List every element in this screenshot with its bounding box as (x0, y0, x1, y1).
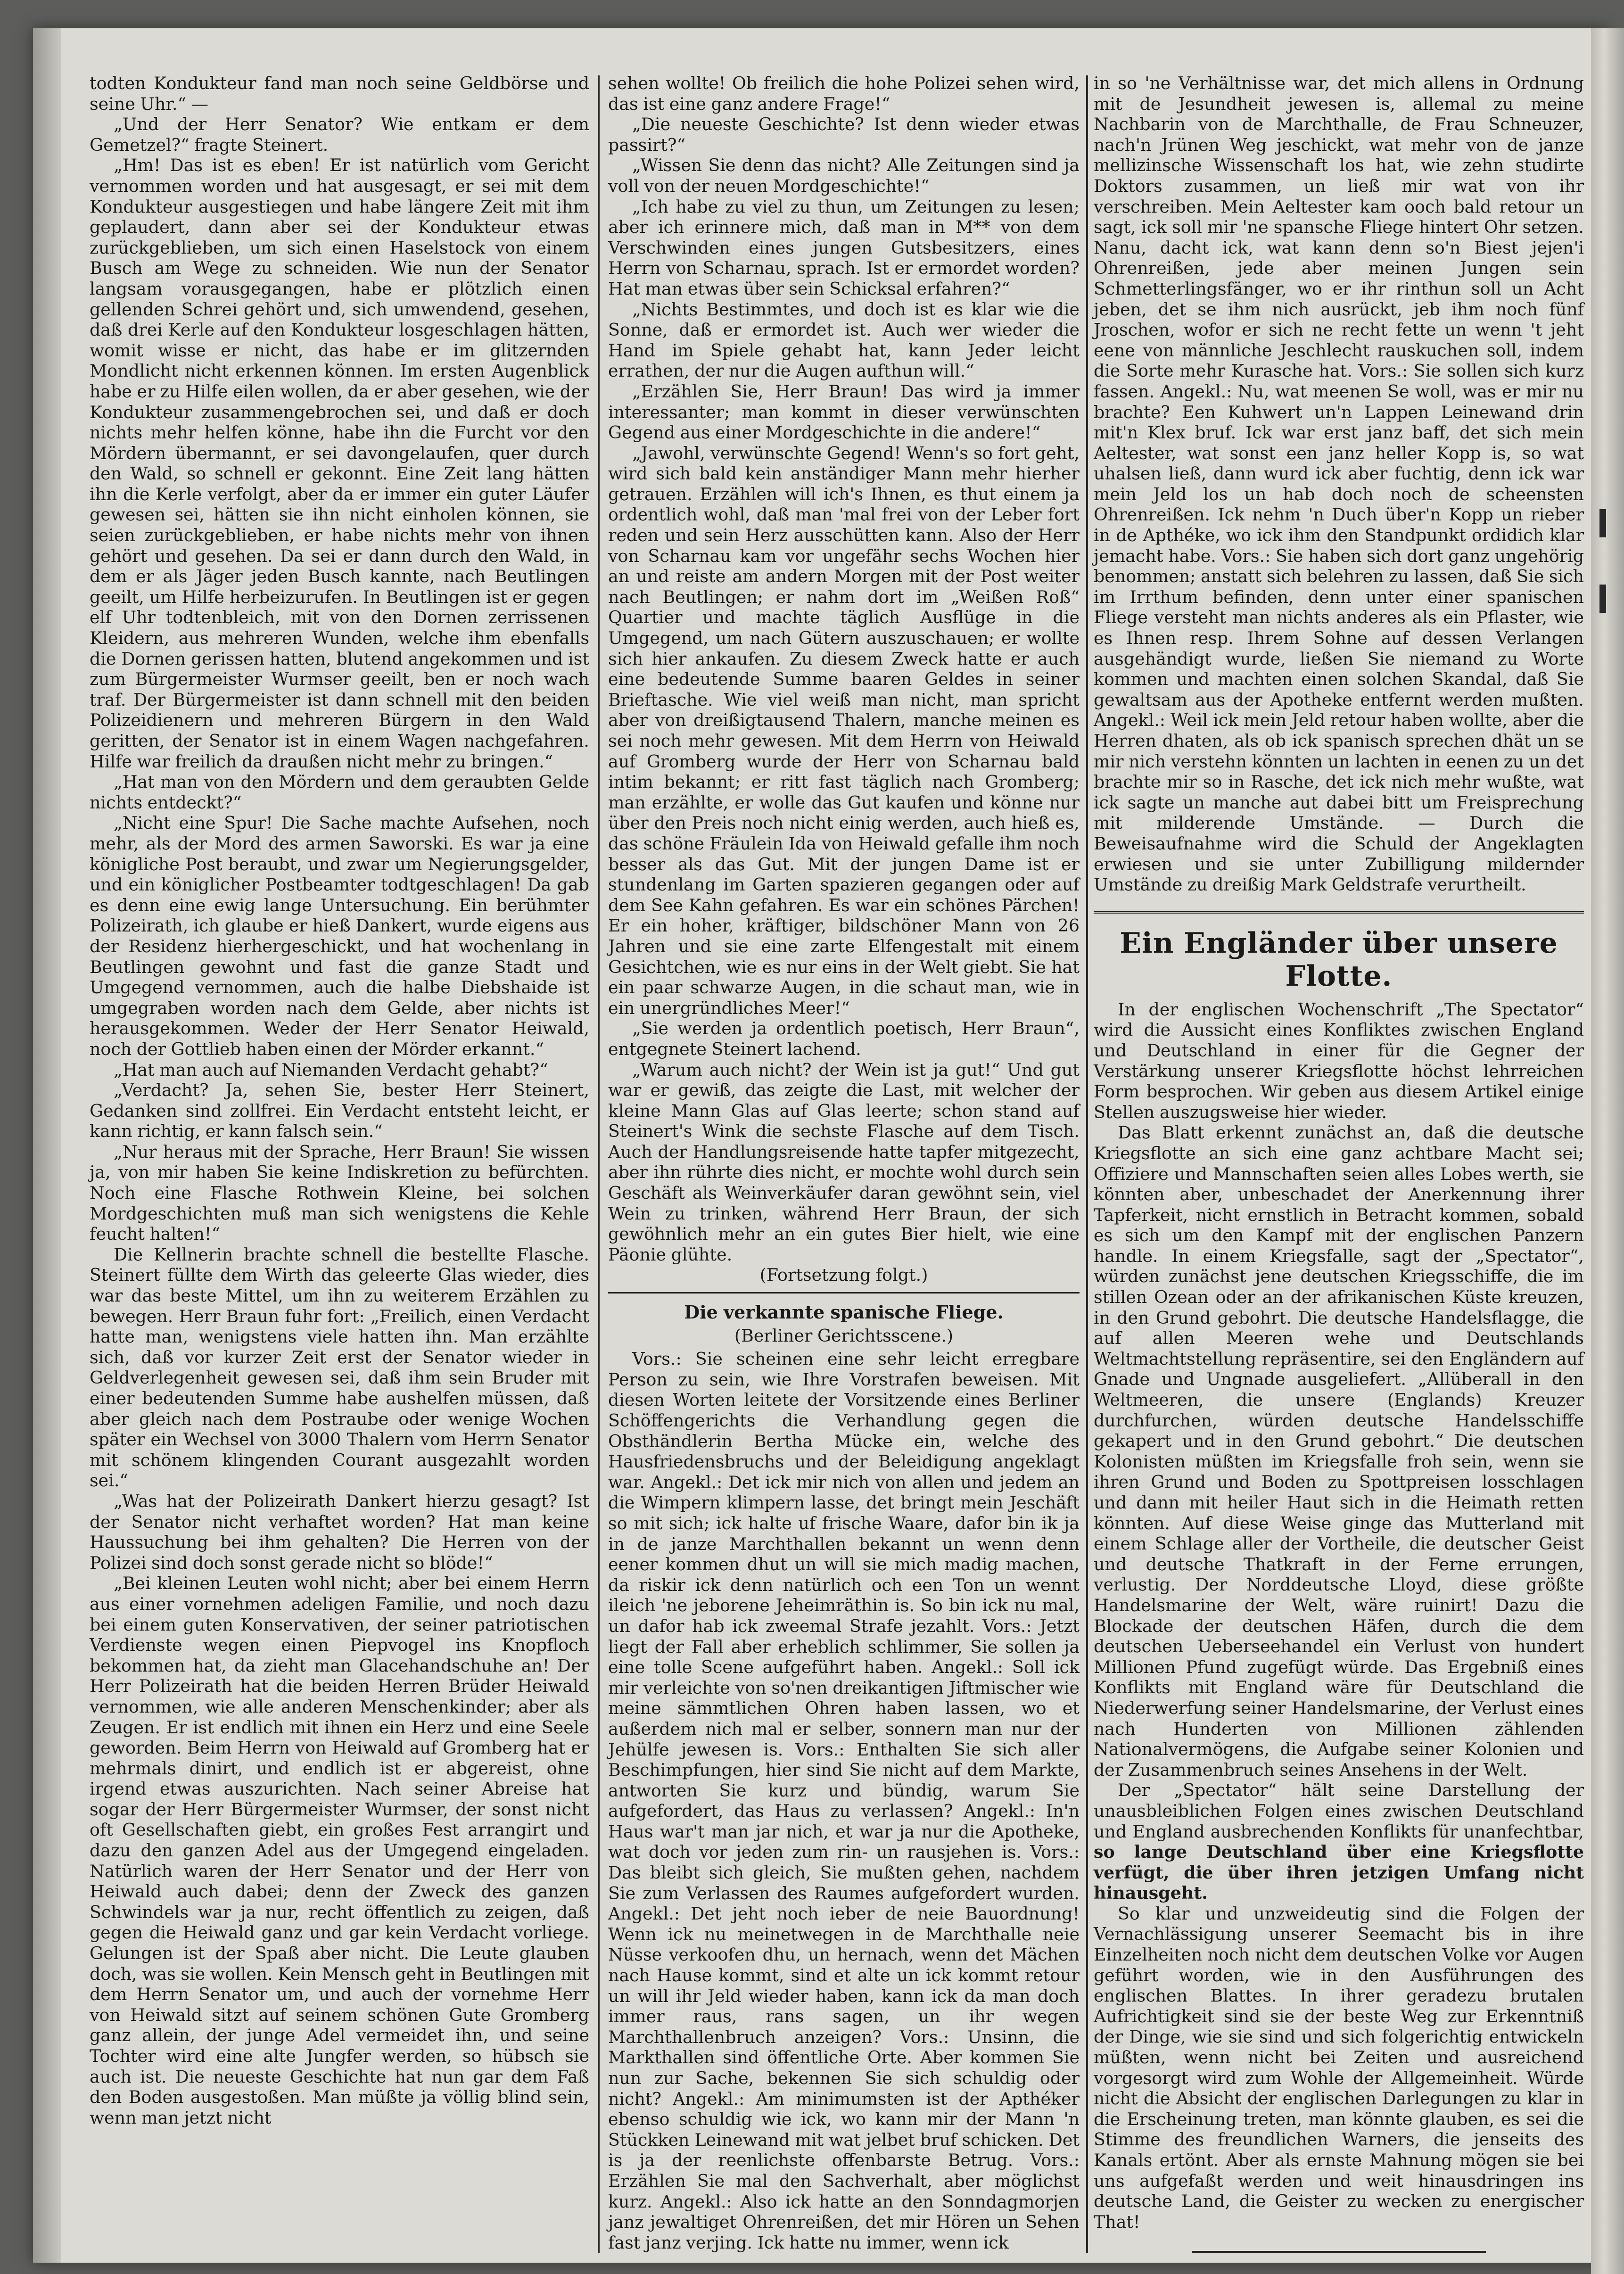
article-title-spanish-fly: Die verkannte spanische Fliege. (684, 1302, 1004, 1323)
c2-article-paragraph: Vors.: Sie scheinen eine sehr leicht erregbare Person zu sein, wie Ihre Vorstrafen beweisen. Mit diesen Worten leitete der Vorsitzende eines Berliner Schöffengerichts die Verhandlung gegen die Obsthändlerin Bertha Mücke ein, welche des Hausfriedensbruchs und der Beleidigung angeklagt war. Angekl.: Det ick mir nich von allen und jedem an die Wimpern klimpern lasse, det bringt mein Jeschäft so mit sich; ick halte uf frische Waare, dafor bin ik ja in de janze Marchthallen bekannt un wenn denn eener kommen dhut un will sie mich madig machen, da riskir ick denn natürlich och een Ton un wennt ileich 'ne jeborene Jeheimräthin is. So bin ick nu mal, un dafor hab ick zweemal Strafe jezahlt. Vors.: Jetzt liegt der Fall aber erheblich schlimmer, Sie sollen ja eine tolle Scene aufgeführt haben. Angekl.: Soll ick mir verleichte von so'nen dreikantigen Jiftmischer wie meine sämmtlichen Ohren haben lassen, wo et außerdem nich mal er selber, sonnern man nur der Jehülfe jewesen is. Vors.: Enthalten Sie sich aller Beschimpfungen, hier sind Sie nicht auf dem Markte, antworten Sie kurz und bündig, warum Sie aufgefordert, das Haus zu verlassen? Angekl.: In'n Haus war't man jar nich, et war ja nur die Apotheke, wat doch vor jeden zum rin- un rausjehen is. Vors.: Das bleibt sich gleich, Sie mußten gehen, nachdem Sie zum Verlassen des Raumes aufgefordert wurden. Angekl.: Det jeht noch ieber de neie Bauordnung! Wenn ick nu meinetwegen in de Marchthalle neie Nüsse verkoofen dhu, un hernach, wenn det Mächen nach Hause kommt, sind et alte un ick kommt retour un will ihr Jeld wieder haben, kann ick da man doch immer raus, rans sagen, un ihr wegen Marchthallenbruch anzeigen? Vors.: Unsinn, die Markthallen sind öffentliche Orte. Aber kommen Sie nun zur Sache, bekennen Sie sich schuldig oder nicht? Angekl.: Am minimumsten ist der Apthéker ebenso schuldig wie ick, wo kann mir der Mann 'n Stückken Leinewand mit wat jelbet bruf schicken. Det is ja der reenlichste offenbarste Betrug. Vors.: Erzählen Sie mal den Sachverhalt, aber möglichst kurz. Angekl.: Also ick hatte an den Sonndagmorjen janz jewaltiget Ohrenreißen, det mir Hören un Sehen fast janz verjing. Ick hatte nu immer, wenn ick (608, 1349, 1080, 2253)
c1-paragraph: „Bei kleinen Leuten wohl nicht; aber bei einem Herrn aus einer vornehmen adeligen Familie, und noch dazu bei einem guten Konservativen, der seiner patriotischen Verdienste wegen einen Piepvogel ins Knopfloch bekommen hat, da zieht man Glacehandschuhe an! Der Herr Polizeirath hat die beiden Herren Brüder Heiwald vernommen, wie alle anderen Menschenkinder; aber als Zeugen. Er ist endlich mit ihnen ein Herz und eine Seele geworden. Beim Herrn von Heiwald auf Gromberg hat er mehrmals dinirt, und endlich ist er abgereist, ohne irgend etwas auszurichten. Nach seiner Abreise hat sogar der Herr Bürgermeister Wurmser, der sonst nicht oft Gesellschaften giebt, ein großes Fest arrangirt und dazu den ganzen Adel aus der Umgegend eingeladen. Natürlich waren der Herr Senator und der Herr von Heiwald auch dabei; denn der Zweck des ganzen Schwindels war ja nur, recht öffentlich zu zeigen, daß gegen die Heiwald ganz und gar kein Verdacht vorliege. Gelungen ist der Spaß aber nicht. Die Leute glauben doch, was sie wollen. Kein Mensch geht in Beutlingen mit dem Herrn Senator um, und auch der vornehme Herr von Heiwald sitzt auf seinem schönen Gute Gromberg ganz allein, der junge Adel vermeidet ihn, und seine Tochter wird eine alte Jungfer werden, so hübsch sie auch ist. Die neueste Geschichte hat nun gar dem Faß den Boden ausgestoßen. Man müßte ja völlig blind sein, wenn man jetzt nicht (90, 1573, 589, 2128)
c3-paragraph: in so 'ne Verhältnisse war, det mich allens in Ordnung mit de Jesundheit jewesen is, allemal zu meine Nachbarin von de Marchthalle, de Frau Schneuzer, nach'n Jrünen Weg jeschickt, wat mehr von de janze mellizinsche Wissenschaft los hat, wie zehn studirte Doktors zusammen, un ließ mir wat von ihr verschreiben. Mein Aeltester kam ooch bald retour un sagt, ick soll mir 'ne spansche Fliege hintert Ohr setzen. Nanu, dacht ick, wat kann denn so'n Biest jejen'i Ohrenreißen, jede aber meinen Jungen sein Schmetterlingsfänger, wo er ihr rinthun soll un Acht jeben, det se ihm nich ausrückt, jeb ihm noch fünf Jroschen, wofor er sich ne recht fette un wenn 't jeht eene von männliche Jeschlecht rauskuchen soll, indem die Sorte mehr Kurasche hat. Vors.: Sie sollen sich kurz fassen. Angekl.: Nu, wat meenen Se woll, was er mir nu brachte? Een Kuhwert un'n Lappen Leinewand drin mit'n Klex bruf. Ick war erst janz baff, det sich mein Aeltester, wat sonst een janz heller Kopp is, so wat uhalsen ließ, dann wurd ick aber fuchtig, denn ick war mein Jeld los un hab doch noch de scheensten Ohrenreißen. Ick nehm 'n Duch über'n Kopp un rieber in de Apthéke, wo ick ihm den Standpunkt ordidich klar jemacht habe. Vors.: Sie haben sich dort ganz ungehörig benommen; anstatt sich belehren zu lassen, daß Sie sich im Irrthum befinden, denn unter einer spanischen Fliege versteht man nichts anderes als ein Pflaster, wie es Ihnen resp. Ihrem Sohne auf dessen Verlangen ausgehändigt wurde, ließen Sie niemand zu Worte kommen und machten einen solchen Skandal, daß Sie gewaltsam aus der Apotheke entfernt werden mußten. Angekl.: Weil ick mein Jeld retour haben wollte, aber die Herren dhaten, als ob ick spanisch sprechen dhät un se mir nich verstehn könnten un lachten in eenen zu un det brachte mir so in Rasche, det ick nich mehr wußte, wat ick sagte un manche aut dabei bitt um Freisprechung mit milderende Umstände. — Durch die Beweisaufnahme wird die Schuld der Angeklagten erwiesen und sie unter Zubilligung mildernder Umstände zu dreißig Mark Geldstrafe verurtheilt. (1094, 73, 1584, 895)
c1-paragraph: „Was hat der Polizeirath Dankert hierzu gesagt? Ist der Senator nicht verhaftet worden? Hat man keine Haussuchung bei ihm gehalten? Die Herren von der Polizei sind doch sonst gerade nicht so blöde!“ (90, 1491, 589, 1573)
c1-paragraph: „Hat man von den Mördern und dem geraubten Gelde nichts entdeckt?“ (90, 772, 589, 813)
c2-paragraph: sehen wollte! Ob freilich die hohe Polizei sehen wird, das ist eine ganz andere Frage!“ (608, 73, 1080, 114)
column-1 (90, 73, 589, 2128)
c2-paragraph: „Ich habe zu viel zu thun, um Zeitungen zu lesen; aber ich erinnere mich, daß man in M** von dem Verschwinden eines jungen Gutsbesitzers, eines Herrn von Scharnau, sprach. Ist er ermordet worden? Hat man etwas über sein Schicksal erfahren?“ (608, 196, 1080, 299)
c1-paragraph: todten Kondukteur fand man noch seine Geldbörse und seine Uhr.“ — (90, 73, 589, 114)
continued-note: (Fortsetzung folgt.) (759, 1265, 928, 1285)
c1-paragraph: „Hm! Das ist es eben! Er ist natürlich vom Gericht vernommen worden und hat ausgesagt, er sei mit dem Kondukteur ausgestiegen und habe längere Zeit mit ihm geplaudert, dann aber sei der Kondukteur etwas zurückgeblieben, um sich einen Haselstock von einem Busch am Wege zu schneiden. Wie nun der Senator langsam vorausgegangen, habe er plötzlich einen gellenden Schrei gehört und, sich umwendend, gesehen, daß drei Kerle auf den Kondukteur losgeschlagen hätten, womit wisse er nicht, das habe er im glitzernden Mondlicht nicht erkennen können. Im ersten Augenblick habe er zu Hilfe eilen wollen, da er aber gesehen, wie der Kondukteur zusammengebrochen sei, und daß er doch nichts mehr helfen könne, habe ihn die Furcht vor den Mördern übermannt, er sei davongelaufen, quer durch den Wald, so schnell er gekonnt. Eine Zeit lang hätten ihn die Kerle verfolgt, aber da er immer ein guter Läufer gewesen sei, hätten sie ihn nicht einholen können, sie seien zurückgeblieben, er habe nichts mehr von ihnen gehört und gesehen. Da sei er dann durch den Wald, in dem er als Jäger jeden Busch kannte, nach Beutlingen geeilt, um Hilfe herbeizurufen. In Beutlingen ist er gegen elf Uhr todtenbleich, mit von den Dornen zerrissenen Kleidern, aus mehreren Wunden, welche ihm ebenfalls die Dornen gerissen hatten, blutend angekommen und ist zum Bürgermeister Wurmser geeilt, ben er noch wach traf. Der Bürgermeister ist dann schnell mit den beiden Polizeidienern und mehreren Bürgern in den Wald geritten, der Senator ist in einem Wagen nachgefahren. Hilfe war freilich da draußen nicht mehr zu bringen.“ (90, 155, 589, 772)
c3-text: Der „Spectator“ hält seine Darstellung der unausbleiblichen Folgen eines zwischen Deutschland und England ausbrechenden Konflikts für unanfechtbar, (1094, 1780, 1584, 1842)
c3-emphasis: so lange Deutschland über eine Kriegsflotte verfügt, die über ihren jetzigen Umfang nicht hinausgeht. (1094, 1842, 1584, 1903)
newspaper-page (33, 28, 1608, 2263)
binding-edge (1591, 28, 1624, 2274)
c3-article-paragraph: Das Blatt erkennt zunächst an, daß die deutsche Kriegsflotte an sich eine ganz achtbare Macht sei; Offiziere und Mannschaften seien alles Lobes werth, sie könnten aber, unbeschadet der Anerkennung ihrer Tapferkeit, nicht ernstlich in Betracht kommen, sobald es sich um den Kampf mit der englischen Panzern handle. In einem Kriegsfalle, sagt der „Spectator“, würden zunächst jene deutschen Kriegsschiffe, die im stillen Ozean oder an der afrikanischen Küste kreuzen, in den Grund gebohrt. Die deutsche Handelsflagge, die auf allen Meeren wehe und Deutschlands Weltmachtstellung repräsentire, sei den Engländern auf Gnade und Ungnade ausgeliefert. „Allüberall in den Weltmeeren, die unsere (Englands) Kreuzer durchfurchen, würden deutsche Handelsschiffe gekapert und in den Grund gebohrt.“ Die deutschen Kolonisten müßten im Kriegsfalle froh sein, wenn sie ihren Grund und Boden zu Spottpreisen losschlagen und dann mit heiler Haut sich in die Heimath retten könnten. Auf diese Weise ginge das Mutterland mit einem Schlage aller der Vortheile, die deutscher Geist und deutsche Thatkraft in der Ferne errungen, verlustig. Der Norddeutsche Lloyd, diese größte Handelsmarine der Welt, wäre ruinirt! Dazu die Blockade der deutschen Häfen, durch die dem deutschen Ueberseehandel ein Verlust von hundert Millionen Pfund zugefügt würde. Das Ergebniß eines Konflikts mit England wäre für Deutschland die Niederwerfung seiner Handelsmarine, der Verlust eines nach Hunderten von Millionen zählenden Nationalvermögens, die Aufgabe seiner Kolonien und der Zusammenbruch seines Ansehens in der Welt. (1094, 1122, 1584, 1780)
c1-paragraph: „Verdacht? Ja, sehen Sie, bester Herr Steinert, Gedanken sind zollfrei. Ein Verdacht entsteht leicht, er kann richtig, er kann falsch sein.“ (90, 1080, 589, 1142)
binding-mark (1599, 585, 1606, 613)
binding-mark (1599, 509, 1606, 537)
c2-paragraph: „Wissen Sie denn das nicht? Alle Zeitungen sind ja voll von der neuen Mordgeschichte!“ (608, 155, 1080, 196)
c2-paragraph: „Die neueste Geschichte? Ist denn wieder etwas passirt?“ (608, 114, 1080, 155)
c2-paragraph: „Warum auch nicht? der Wein ist ja gut!“ Und gut war er gewiß, das zeigte die Last, mit welcher der kleine Mann Glas auf Glas leerte; schon stand auf Steinert's Wink die sechste Flasche auf dem Tisch. Auch der Handlungsreisende hatte tapfer mitgezecht, aber ihn rührte dies nicht, er mochte wohl durch sein Geschäft als Weinverkäufer daran gewöhnt sein, viel Wein zu trinken, während Herr Braun, der sich gewöhnlich mehr an ein gutes Bier hielt, wie eine Päonie glühte. (608, 1059, 1080, 1265)
end-rule (1192, 2251, 1486, 2253)
c3-article-paragraph (1094, 1780, 1584, 1903)
article-title-fleet: Ein Engländer über unsere Flotte. (1120, 926, 1558, 993)
article-subtitle: (Berliner Gerichtsscene.) (734, 1325, 954, 1346)
c2-paragraph: „Erzählen Sie, Herr Braun! Das wird ja immer interessanter; man kommt in dieser verwünschten Gegend aus einer Mordgeschichte in die andere!“ (608, 381, 1080, 443)
article-separator (1094, 911, 1584, 914)
c1-paragraph: „Nur heraus mit der Sprache, Herr Braun! Sie wissen ja, von mir haben Sie keine Indiskretion zu befürchten. Noch eine Flasche Rothwein Kleine, bei solchen Mordgeschichten muß man sich wenigstens die Kehle feucht halten!“ (90, 1141, 589, 1244)
column-2 (608, 73, 1080, 2253)
column-rule-1 (598, 75, 600, 2253)
article-separator (608, 1292, 1080, 1294)
c1-paragraph: „Nicht eine Spur! Die Sache machte Aufsehen, noch mehr, als der Mord des armen Saworski. Es war ja eine königliche Post beraubt, und zwar um Negierungsgelder, und ein königlicher Postbeamter todtgeschlagen! Da gab es denn eine ewig lange Untersuchung. Ein berühmter Polizeirath, ich glaube er hieß Dankert, wurde eigens aus der Residenz hierhergeschickt, und hat wochenlang in Beutlingen gewohnt und fast die ganze Stadt und Umgegend vernommen, auch die halbe Diebshaide ist umgegraben worden nach dem Gelde, aber nichts ist herausgekommen. Weder der Herr Senator Heiwald, noch der Gottlieb haben einen der Mörder erkannt.“ (90, 813, 589, 1059)
c2-paragraph: „Nichts Bestimmtes, und doch ist es klar wie die Sonne, daß er ermordet ist. Auch wer wieder die Hand im Spiele gehabt hat, kann Jeder leicht errathen, der nur die Augen aufthun will.“ (608, 299, 1080, 381)
column-rule-2 (1086, 75, 1088, 2253)
c3-article-paragraph: In der englischen Wochenschrift „The Spectator“ wird die Aussicht eines Konfliktes zwischen England und Deutschland in einer für die Gegner der Verstärkung unserer Kriegsflotte höchst lehrreichen Form besprochen. Wir geben aus diesem Artikel einige Stellen auszugsweise hier wieder. (1094, 999, 1584, 1122)
c3-article-paragraph: So klar und unzweideutig sind die Folgen der Vernachlässigung unserer Seemacht bis in ihre Einzelheiten noch nicht dem deutschen Volke vor Augen geführt worden, wie in den Ausführungen des englischen Blattes. In ihrer geradezu brutalen Aufrichtigkeit sind sie der beste Weg zur Erkenntniß der Dinge, wie sie sind und sich folgerichtig entwickeln müßten, wenn nicht bei Zeiten und ausreichend vorgesorgt wird zum Wohle der Allgemeinheit. Würde nicht die Absicht der englischen Darlegungen zu klar in die Erscheinung treten, man könnte glauben, es sei die Stimme des freundlichen Warners, die jenseits des Kanals ertönt. Aber als ernste Mahnung mögen sie bei uns aufgefaßt werden und weit hinausdringen ins deutsche Land, die Geister zu wecken zu energischer That! (1094, 1903, 1584, 2232)
page-gutter (33, 28, 61, 2263)
c2-paragraph: „Sie werden ja ordentlich poetisch, Herr Braun“, entgegnete Steinert lachend. (608, 1018, 1080, 1059)
column-3 (1094, 73, 1584, 2253)
c2-paragraph: „Jawohl, verwünschte Gegend! Wenn's so fort geht, wird sich bald kein anständiger Mann mehr hierher getrauen. Erzählen will ich's Ihnen, es thut einem ja ordentlich wohl, daß man 'mal frei von der Leber fort reden und sein Herz ausschütten kann. Also der Herr von Scharnau kam vor ungefähr sechs Wochen hier an und reiste am andern Morgen mit der Post weiter nach Beutlingen; er nahm dort im „Weißen Roß“ Quartier und machte täglich Ausflüge in die Umgegend, um nach Gütern auszuschauen; er wollte sich hier ankaufen. Zu diesem Zweck hatte er auch eine bedeutende Summe baaren Geldes in seiner Brieftasche. Wie viel weiß man nicht, man spricht aber von dreißigtausend Thalern, manche meinen es sei noch mehr gewesen. Mit dem Herrn von Heiwald auf Gromberg wurde der Herr von Scharnau bald intim bekannt; er ritt fast täglich nach Gromberg; man erzählte, er wolle das Gut kaufen und könne nur über den Preis noch nicht einig werden, auch hieß es, das schöne Fräulein Ida von Heiwald gefalle ihm noch besser als das Gut. Mit der jungen Dame ist er stundenlang im Garten spazieren gegangen oder auf dem See Kahn gefahren. Es war ein schönes Pärchen! Er ein hoher, kräftiger, bildschöner Mann von 26 Jahren und sie eine zarte Elfengestalt mit einem Gesichtchen, wie es nur eins in der Welt giebt. Sie hat ein paar schwarze Augen, in die schaut man, wie in ein unergründliches Meer!“ (608, 443, 1080, 1018)
c1-paragraph: Die Kellnerin brachte schnell die bestellte Flasche. Steinert füllte dem Wirth das geleerte Glas wieder, dies war das beste Mittel, um ihn zu weiterem Erzählen zu bewegen. Herr Braun fuhr fort: „Freilich, einen Verdacht hatte man, wenigstens viele hatten ihn. Man erzählte sich, daß vor kurzer Zeit erst der Senator wieder in Geldverlegenheit gewesen sei, daß ihm sein Bruder mit einer bedeutenden Summe habe aushelfen müssen, daß aber gleich nach dem Postraube oder wenige Wochen später ein Wechsel von 3000 Thalern vom Herrn Senator mit schönem klingenden Courant ausgezahlt worden sei.“ (90, 1244, 589, 1491)
c1-paragraph: „Hat man auch auf Niemanden Verdacht gehabt?“ (113, 1059, 548, 1080)
c1-paragraph: „Und der Herr Senator? Wie entkam er dem Gemetzel?“ fragte Steinert. (90, 114, 589, 155)
